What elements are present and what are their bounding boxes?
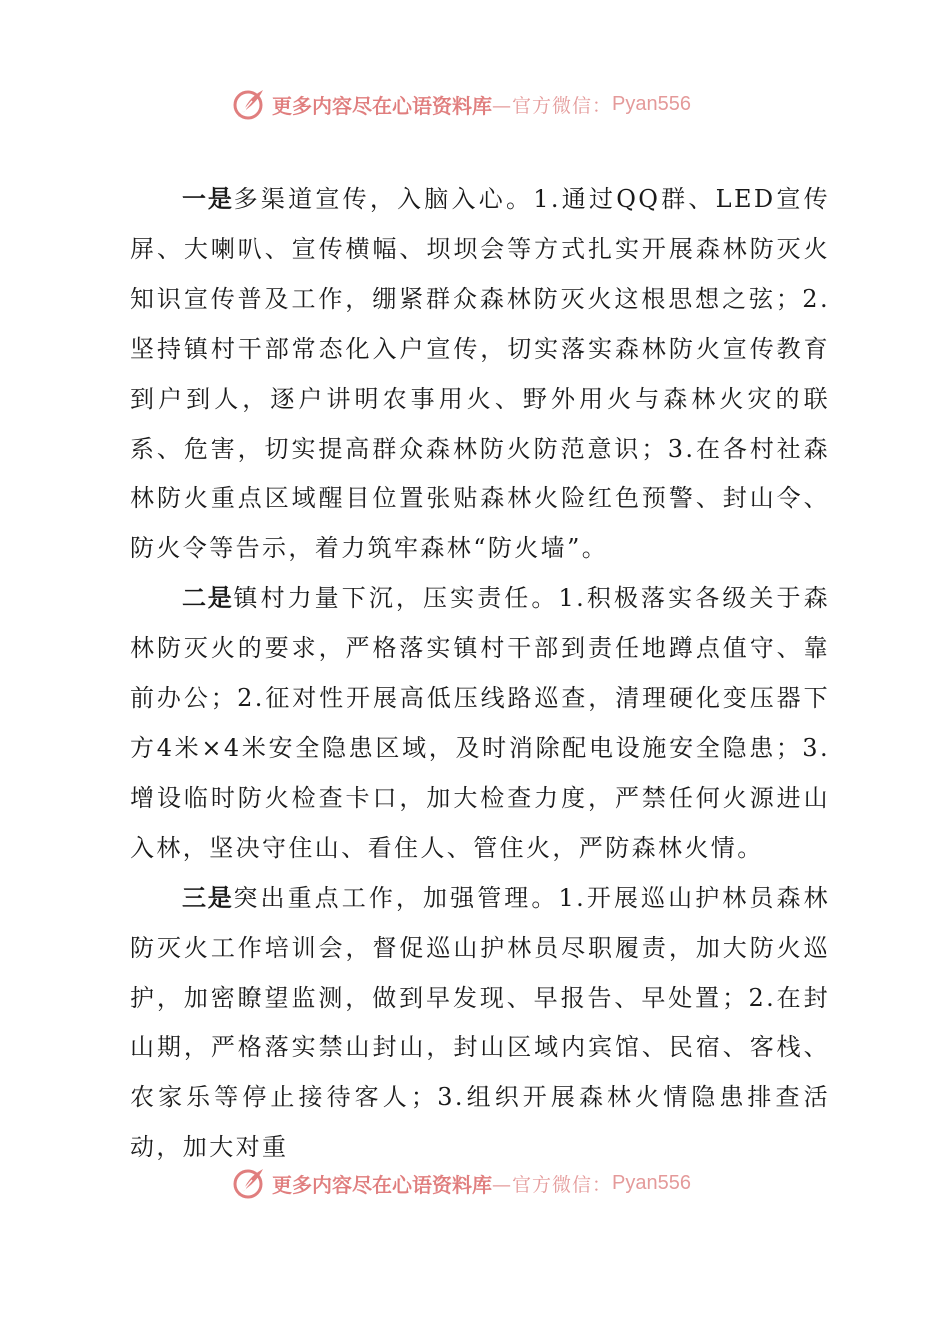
paragraph-text: 多渠道宣传，入脑入心。1.通过QQ群、LED宣传屏、大喇叭、宣传横幅、坝坝会等方式扎实开展森林防灭火知识宣传普及工作，绷紧群众森林防灭火这根思想之弦；2.坚持镇村干部常态化入户宣传，切实落实森林防火宣传教育到户到人，逐户讲明农事用火、野外用火与森林火灾的联系、危害，切实提高群众森林防火防范意识；3.在各村社森林防火重点区域醒目位置张贴森林火险红色预警、封山令、防火令等告示，着力筑牢森林“防火墙”。 <box>130 185 830 563</box>
paragraph-lead: 三是 <box>182 883 234 912</box>
footer-banner <box>232 1163 752 1203</box>
quill-pen-logo-icon <box>232 1166 266 1200</box>
banner-wechat-id: Pyan556 <box>612 92 691 115</box>
paragraph-lead: 一是 <box>182 185 234 213</box>
paragraph-2 <box>130 574 830 873</box>
document-body <box>130 175 830 1173</box>
paragraph-lead: 二是 <box>182 584 234 613</box>
banner-wechat-label: —官方微信： <box>492 1173 613 1196</box>
quill-pen-logo-icon <box>232 87 266 121</box>
paragraph-1 <box>130 175 830 574</box>
paragraph-text: 镇村力量下沉，压实责任。1.积极落实各级关于森林防灭火的要求，严格落实镇村干部到责任地蹲点值守、靠前办公；2.征对性开展高低压线路巡查，清理硬化变压器下方4米×4米安全隐患区域，及时消除配电设施安全隐患；3.增设临时防火检查卡口，加大检查力度，严禁任何火源进山入林，坚决守住山、看住人、管住火，严防森林火情。 <box>130 584 830 862</box>
banner-brand: 更多内容尽在心语资料库 <box>272 1172 492 1197</box>
header-banner <box>232 84 752 124</box>
banner-wechat-label: —官方微信： <box>492 94 613 117</box>
paragraph-text: 突出重点工作，加强管理。1.开展巡山护林员森林防灭火工作培训会，督促巡山护林员尽职履责，加大防火巡护，加密瞭望监测，做到早发现、早报告、早处置；2.在封山期，严格落实禁山封山，封山区域内宾馆、民宿、客栈、农家乐等停止接待客人；3.组织开展森林火情隐患排查活动，加大对重 <box>130 883 830 1162</box>
banner-wechat-id: Pyan556 <box>612 1171 691 1194</box>
paragraph-3 <box>130 874 830 1173</box>
banner-brand: 更多内容尽在心语资料库 <box>272 93 492 118</box>
